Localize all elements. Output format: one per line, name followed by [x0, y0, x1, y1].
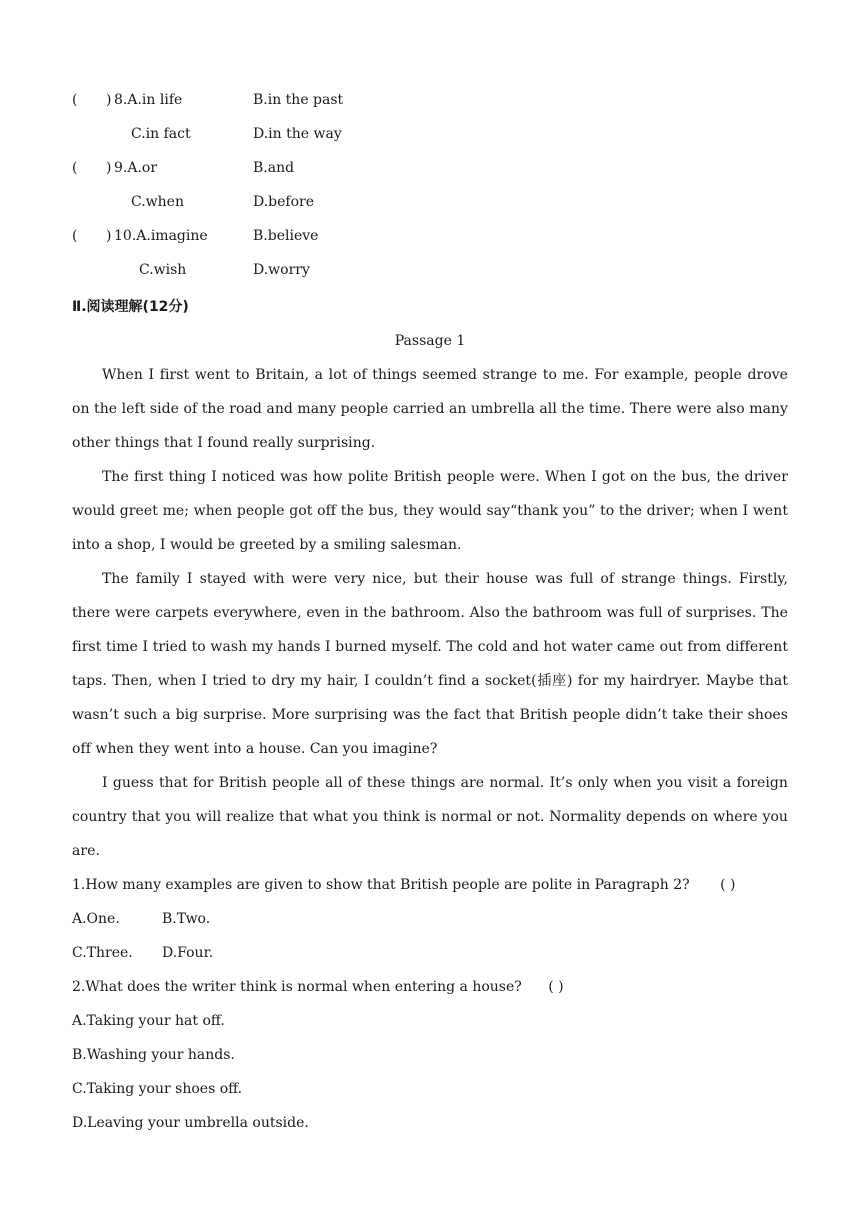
question-stem: 1.How many examples are given to show that British people are polite in Paragraph 2? [72, 877, 690, 893]
answer-paren-close: ) [106, 160, 112, 176]
answer-paren-open: ( [72, 160, 78, 176]
section-heading: Ⅱ.阅读理解(12分) [72, 299, 189, 315]
cloze-question-8-row2 [72, 126, 788, 160]
option-a: 8.A.in life [114, 92, 183, 108]
question-1 [72, 874, 788, 908]
passage-paragraph-1: When I first went to Britain, a lot of things seemed strange to me. For example, people drove on the left side of the road and many people carried an umbrella all the time. There were also many other things that I found really surprising. [72, 367, 788, 451]
answer-paren-open: ( [72, 92, 78, 108]
option-d: D.Four. [162, 945, 214, 961]
question-2-option-b: B.Washing your hands. [72, 1047, 235, 1063]
option-a: A.One. [72, 911, 120, 927]
option-b: B.Two. [162, 911, 211, 927]
question-2-option-c: C.Taking your shoes off. [72, 1081, 243, 1097]
option-d: D.worry [253, 262, 310, 278]
option-a: 9.A.or [114, 160, 158, 176]
passage-paragraph-4: I guess that for British people all of these things are normal. It’s only when you visit a foreign country that you will realize that what you think is normal or not. Normality depends on where you are. [72, 775, 788, 859]
answer-blank: ( ) [548, 979, 564, 995]
option-c: C.wish [139, 262, 187, 278]
question-1-options-row1 [72, 908, 788, 942]
document-page [72, 92, 788, 1146]
cloze-question-9 [72, 160, 788, 194]
option-a: 10.A.imagine [114, 228, 208, 244]
option-c: C.when [131, 194, 184, 210]
cloze-question-8 [72, 92, 788, 126]
option-c: C.in fact [131, 126, 191, 142]
question-stem: 2.What does the writer think is normal when entering a house? [72, 979, 522, 995]
question-2-option-d: D.Leaving your umbrella outside. [72, 1115, 309, 1131]
answer-paren-open: ( [72, 228, 78, 244]
question-2-option-a: A.Taking your hat off. [72, 1013, 225, 1029]
passage-paragraph-2: The first thing I noticed was how polite British people were. When I got on the bus, the driver would greet me; when people got off the bus, they would say“thank you” to the driver; when I went into a shop, I would be greeted by a smiling salesman. [72, 469, 788, 553]
question-1-options-row2 [72, 942, 788, 976]
question-2 [72, 976, 788, 1010]
option-b: B.and [253, 160, 295, 176]
option-c: C.Three. [72, 945, 133, 961]
cloze-question-9-row2 [72, 194, 788, 228]
answer-blank: ( ) [720, 877, 736, 893]
cloze-question-10 [72, 228, 788, 262]
option-d: D.in the way [253, 126, 342, 142]
cloze-question-10-row2 [72, 262, 788, 296]
passage-paragraph-3: The family I stayed with were very nice, but their house was full of strange things. Firstly, there were carpets everywhere, even in the bathroom. Also the bathroom was full of surprises. The first time I tried to wash my hands I burned myself. The cold and hot water came out from different taps. Then, when I tried to dry my hair, I couldn’t find a socket(插座) for my hairdryer. Maybe that wasn’t such a big surprise. More surprising was the fact that British people didn’t take their shoes off when they went into a house. Can you imagine? [72, 571, 788, 757]
answer-paren-close: ) [106, 92, 112, 108]
passage-title: Passage 1 [394, 333, 466, 349]
option-d: D.before [253, 194, 315, 210]
option-b: B.believe [253, 228, 319, 244]
answer-paren-close: ) [106, 228, 112, 244]
option-b: B.in the past [253, 92, 344, 108]
